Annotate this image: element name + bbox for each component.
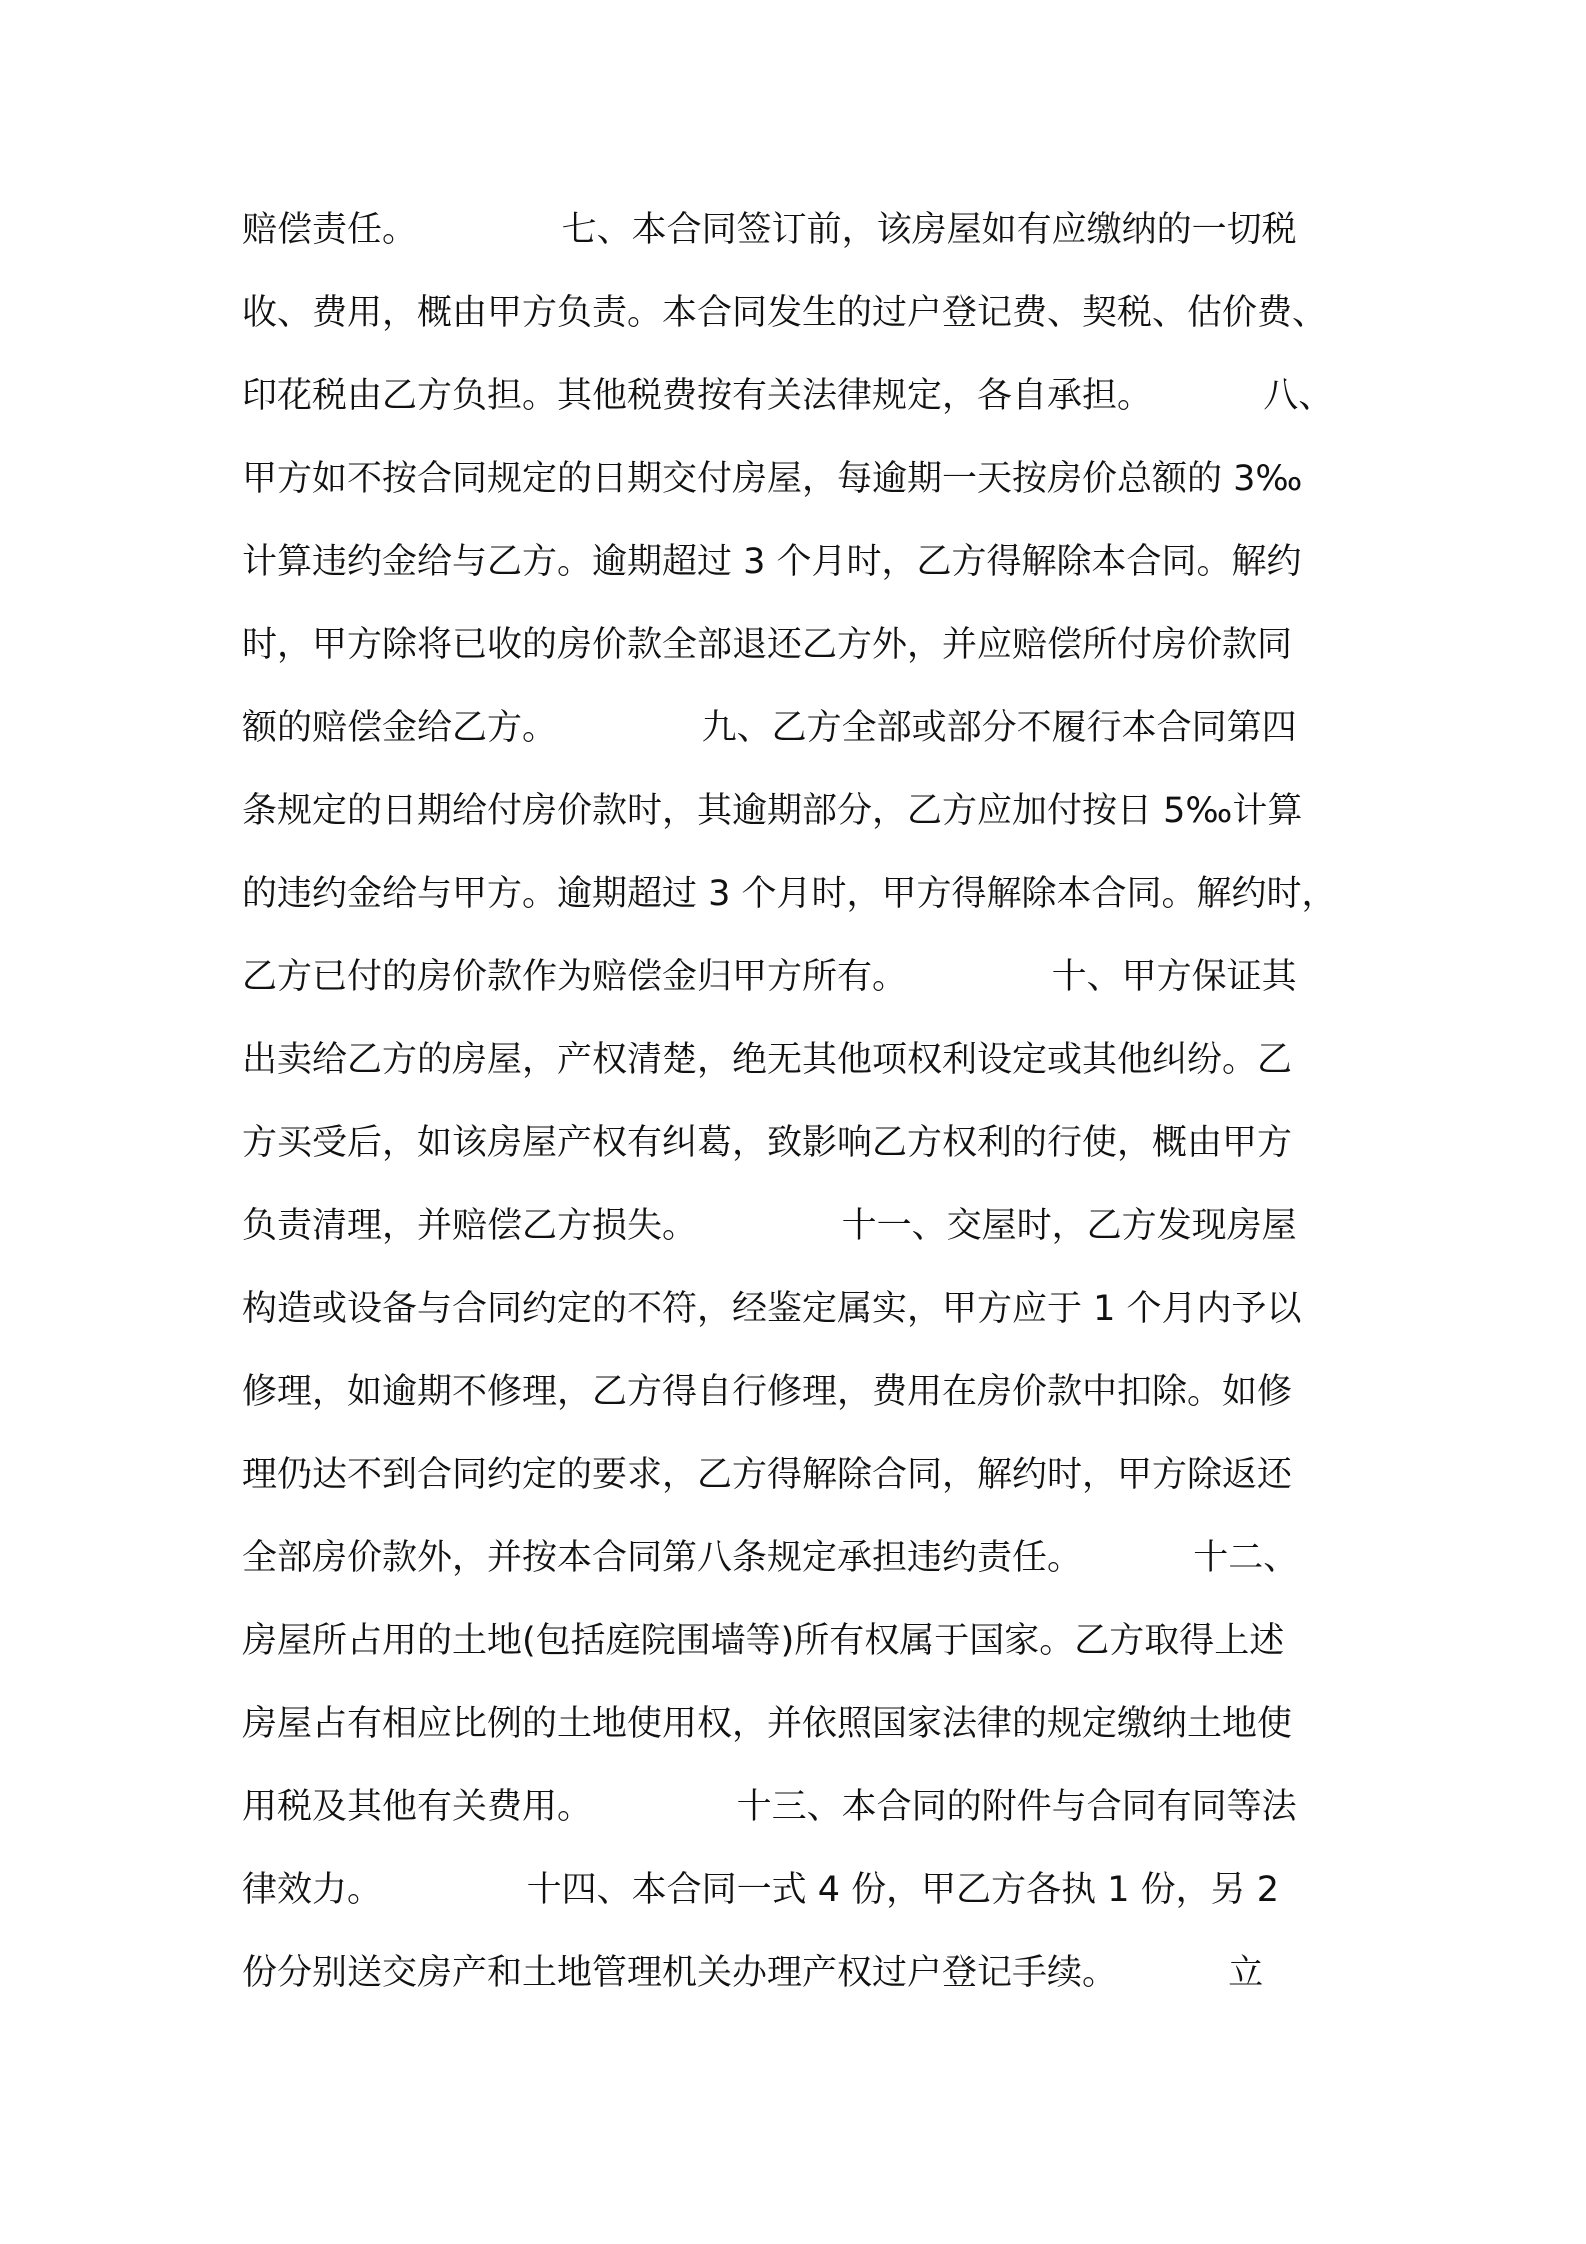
text-line: 修理，如逾期不修理，乙方得自行修理，费用在房价款中扣除。如修 (242, 1372, 1293, 1412)
text-line: 的违约金给与甲方。逾期超过 3 个月时，甲方得解除本合同。解约时， (242, 874, 1337, 914)
text-line: 用税及其他有关费用。 十三、本合同的附件与合同有同等法 (242, 1787, 1297, 1827)
text-line: 时，甲方除将已收的房价款全部退还乙方外，并应赔偿所付房价款同 (242, 625, 1293, 665)
text-line: 份分别送交房产和土地管理机关办理产权过户登记手续。 立 (242, 1953, 1264, 1993)
text-line: 额的赔偿金给乙方。 九、乙方全部或部分不履行本合同第四 (242, 708, 1297, 748)
text-line: 全部房价款外，并按本合同第八条规定承担违约责任。 十二、 (242, 1538, 1299, 1578)
text-line: 房屋所占用的土地(包括庭院围墙等)所有权属于国家。乙方取得上述 (242, 1621, 1285, 1661)
text-line: 印花税由乙方负担。其他税费按有关法律规定，各自承担。 八、 (242, 376, 1334, 416)
text-line: 理仍达不到合同约定的要求，乙方得解除合同，解约时，甲方除返还 (242, 1455, 1293, 1495)
text-line: 出卖给乙方的房屋，产权清楚，绝无其他项权利设定或其他纠纷。乙 (242, 1040, 1293, 1080)
text-line: 甲方如不按合同规定的日期交付房屋，每逾期一天按房价总额的 3‰ (242, 459, 1303, 499)
text-line: 计算违约金给与乙方。逾期超过 3 个月时，乙方得解除本合同。解约 (242, 542, 1302, 582)
text-line: 律效力。 十四、本合同一式 4 份，甲乙方各执 1 份，另 2 (242, 1870, 1280, 1910)
text-line: 收、费用，概由甲方负责。本合同发生的过户登记费、契税、估价费、 (242, 293, 1328, 333)
text-line: 负责清理，并赔偿乙方损失。 十一、交屋时，乙方发现房屋 (242, 1206, 1297, 1246)
text-line: 构造或设备与合同约定的不符，经鉴定属实，甲方应于 1 个月内予以 (242, 1289, 1302, 1329)
text-line: 方买受后，如该房屋产权有纠葛，致影响乙方权利的行使，概由甲方 (242, 1123, 1293, 1163)
text-line: 赔偿责任。 七、本合同签订前，该房屋如有应缴纳的一切税 (242, 210, 1297, 250)
text-line: 乙方已付的房价款作为赔偿金归甲方所有。 十、甲方保证其 (242, 957, 1297, 997)
text-line: 条规定的日期给付房价款时，其逾期部分，乙方应加付按日 5‰计算 (242, 791, 1303, 831)
text-line: 房屋占有相应比例的土地使用权，并依照国家法律的规定缴纳土地使 (242, 1704, 1293, 1744)
